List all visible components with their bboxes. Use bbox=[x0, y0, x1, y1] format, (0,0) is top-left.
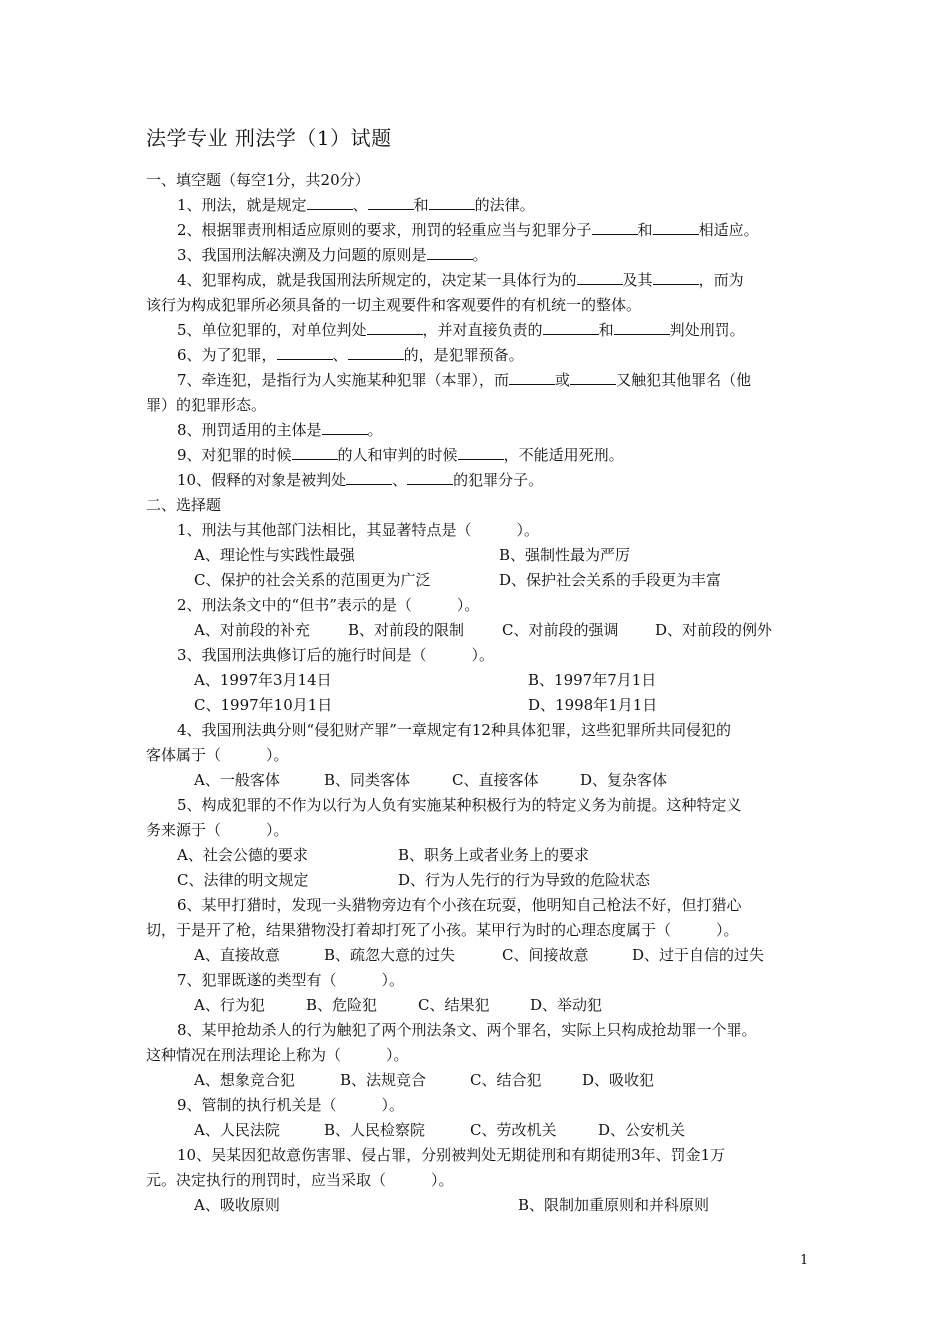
section1-heading: 一、填空题（每空1分，共20分） bbox=[146, 171, 370, 189]
s2-q5-stem: 5、构成犯罪的不作为以行为人负有实施某种积极行为的特定义务为前提。这种特定义 bbox=[177, 796, 742, 814]
s1-q4: 4、犯罪构成，就是我国刑法所规定的，决定某一具体行为的 及其 ，而为 bbox=[177, 271, 744, 289]
answer-blank[interactable] bbox=[277, 345, 333, 360]
s2-q2-option-c[interactable]: C、对前段的强调 bbox=[502, 621, 619, 639]
s2-q10-stem-cont: 元。决定执行的刑罚时，应当采取（ ）。 bbox=[146, 1171, 454, 1189]
s2-q4-option-c[interactable]: C、直接客体 bbox=[452, 771, 539, 789]
s2-q8-option-d[interactable]: D、吸收犯 bbox=[582, 1071, 655, 1089]
s2-q3-option-a[interactable]: A、1997年3月14日 bbox=[194, 671, 332, 689]
s2-q8-option-b[interactable]: B、法规竞合 bbox=[340, 1071, 427, 1089]
s2-q9-option-c[interactable]: C、劳改机关 bbox=[470, 1121, 557, 1139]
s2-q8-stem-cont: 这种情况在刑法理论上称为（ ）。 bbox=[146, 1046, 409, 1064]
answer-blank[interactable] bbox=[322, 420, 368, 435]
s1-q1: 1、刑法，就是规定 、 和 的法律。 bbox=[177, 196, 535, 214]
answer-blank[interactable] bbox=[577, 270, 623, 285]
s2-q1-option-c[interactable]: C、保护的社会关系的范围更为广泛 bbox=[194, 571, 431, 589]
s1-q3: 3、我国刑法解决溯及力问题的原则是 。 bbox=[177, 246, 488, 264]
s2-q7-option-d[interactable]: D、举动犯 bbox=[530, 996, 603, 1014]
s2-q4-option-b[interactable]: B、同类客体 bbox=[324, 771, 411, 789]
answer-blank[interactable] bbox=[458, 445, 504, 460]
s1-q8: 8、刑罚适用的主体是 。 bbox=[177, 421, 383, 439]
s2-q5-option-d[interactable]: D、行为人先行的行为导致的危险状态 bbox=[398, 871, 651, 889]
answer-blank[interactable] bbox=[346, 470, 392, 485]
s2-q8-option-c[interactable]: C、结合犯 bbox=[470, 1071, 542, 1089]
s2-q7-option-b[interactable]: B、危险犯 bbox=[306, 996, 378, 1014]
s2-q3-stem: 3、我国刑法典修订后的施行时间是（ ）。 bbox=[177, 646, 495, 664]
s2-q3-option-d[interactable]: D、1998年1月1日 bbox=[528, 696, 658, 714]
s1-q6: 6、为了犯罪， 、 的，是犯罪预备。 bbox=[177, 346, 524, 364]
answer-blank[interactable] bbox=[348, 345, 404, 360]
section2-heading: 二、选择题 bbox=[146, 496, 222, 514]
s2-q7-option-a[interactable]: A、行为犯 bbox=[194, 996, 265, 1014]
s2-q10-stem: 10、吴某因犯故意伤害罪、侵占罪，分别被判处无期徒刑和有期徒刑3年、罚金1万 bbox=[177, 1146, 726, 1164]
s2-q3-option-c[interactable]: C、1997年10月1日 bbox=[194, 696, 333, 714]
s2-q9-option-d[interactable]: D、公安机关 bbox=[598, 1121, 686, 1139]
s1-q9: 9、对犯罪的时候 的人和审判的时候 ，不能适用死刑。 bbox=[177, 446, 624, 464]
s2-q5-option-a[interactable]: A、社会公德的要求 bbox=[177, 846, 308, 864]
s2-q8-stem: 8、某甲抢劫杀人的行为触犯了两个刑法条文、两个罪名，实际上只构成抢劫罪一个罪。 bbox=[177, 1021, 757, 1039]
answer-blank[interactable] bbox=[592, 220, 638, 235]
s2-q2-stem: 2、刑法条文中的“但书”表示的是（ ）。 bbox=[177, 596, 480, 614]
answer-blank[interactable] bbox=[653, 270, 699, 285]
s2-q4-stem-cont: 客体属于（ ）。 bbox=[146, 746, 289, 764]
s2-q1-option-d[interactable]: D、保护社会关系的手段更为丰富 bbox=[499, 571, 722, 589]
answer-blank[interactable] bbox=[367, 320, 423, 335]
s2-q5-option-c[interactable]: C、法律的明文规定 bbox=[177, 871, 309, 889]
answer-blank[interactable] bbox=[429, 195, 475, 210]
s2-q4-option-d[interactable]: D、复杂客体 bbox=[580, 771, 668, 789]
page-number: 1 bbox=[800, 1253, 809, 1268]
s2-q9-stem: 9、管制的执行机关是（ ）。 bbox=[177, 1096, 405, 1114]
answer-blank[interactable] bbox=[307, 195, 353, 210]
s2-q1-option-b[interactable]: B、强制性最为严厉 bbox=[499, 546, 631, 564]
s2-q6-option-b[interactable]: B、疏忽大意的过失 bbox=[324, 946, 456, 964]
s2-q2-option-b[interactable]: B、对前段的限制 bbox=[348, 621, 465, 639]
s1-q5: 5、单位犯罪的，对单位判处 ，并对直接负责的 和 判处刑罚。 bbox=[177, 321, 745, 339]
answer-blank[interactable] bbox=[407, 470, 453, 485]
s2-q4-stem: 4、我国刑法典分则“侵犯财产罪”一章规定有12种具体犯罪，这些犯罪所共同侵犯的 bbox=[177, 721, 731, 739]
s1-q10: 10、假释的对象是被判处 、 的犯罪分子。 bbox=[177, 471, 544, 489]
s2-q7-option-c[interactable]: C、结果犯 bbox=[418, 996, 490, 1014]
s2-q6-option-c[interactable]: C、间接故意 bbox=[502, 946, 589, 964]
s2-q2-option-d[interactable]: D、对前段的例外 bbox=[655, 621, 773, 639]
answer-blank[interactable] bbox=[543, 320, 599, 335]
s1-q4-cont: 该行为构成犯罪所必须具备的一切主观要件和客观要件的有机统一的整体。 bbox=[146, 296, 642, 314]
s2-q6-option-d[interactable]: D、过于自信的过失 bbox=[632, 946, 765, 964]
s2-q7-stem: 7、犯罪既遂的类型有（ ）。 bbox=[177, 971, 405, 989]
page-title: 法学专业 刑法学（1）试题 bbox=[146, 126, 392, 150]
answer-blank[interactable] bbox=[427, 245, 473, 260]
s2-q6-option-a[interactable]: A、直接故意 bbox=[194, 946, 280, 964]
s2-q6-stem: 6、某甲打猎时，发现一头猎物旁边有个小孩在玩耍，他明知自己枪法不好，但打猎心 bbox=[177, 896, 742, 914]
s2-q1-stem: 1、刑法与其他部门法相比，其显著特点是（ ）。 bbox=[177, 521, 540, 539]
s2-q9-option-b[interactable]: B、人民检察院 bbox=[324, 1121, 426, 1139]
answer-blank[interactable] bbox=[570, 370, 616, 385]
s2-q6-stem-cont: 切，于是开了枪，结果猎物没打着却打死了小孩。某甲行为时的心理态度属于（ ）。 bbox=[146, 921, 739, 939]
s2-q5-option-b[interactable]: B、职务上或者业务上的要求 bbox=[398, 846, 590, 864]
s1-q7-cont: 罪）的犯罪形态。 bbox=[146, 396, 267, 414]
s1-q7: 7、牵连犯，是指行为人实施某种犯罪（本罪），而 或 又触犯其他罪名（他 bbox=[177, 371, 752, 389]
s2-q1-option-a[interactable]: A、理论性与实践性最强 bbox=[194, 546, 355, 564]
s2-q4-option-a[interactable]: A、一般客体 bbox=[194, 771, 280, 789]
answer-blank[interactable] bbox=[292, 445, 338, 460]
s2-q9-option-a[interactable]: A、人民法院 bbox=[194, 1121, 280, 1139]
s2-q2-option-a[interactable]: A、对前段的补充 bbox=[194, 621, 310, 639]
s2-q5-stem-cont: 务来源于（ ）。 bbox=[146, 821, 289, 839]
answer-blank[interactable] bbox=[368, 195, 414, 210]
answer-blank[interactable] bbox=[614, 320, 670, 335]
s2-q3-option-b[interactable]: B、1997年7月1日 bbox=[528, 671, 657, 689]
s2-q8-option-a[interactable]: A、想象竞合犯 bbox=[194, 1071, 295, 1089]
answer-blank[interactable] bbox=[653, 220, 699, 235]
s1-q2: 2、根据罪责刑相适应原则的要求，刑罚的轻重应当与犯罪分子 和 相适应。 bbox=[177, 221, 759, 239]
s2-q10-option-a[interactable]: A、吸收原则 bbox=[194, 1196, 280, 1214]
s2-q10-option-b[interactable]: B、限制加重原则和并科原则 bbox=[518, 1196, 710, 1214]
answer-blank[interactable] bbox=[509, 370, 555, 385]
